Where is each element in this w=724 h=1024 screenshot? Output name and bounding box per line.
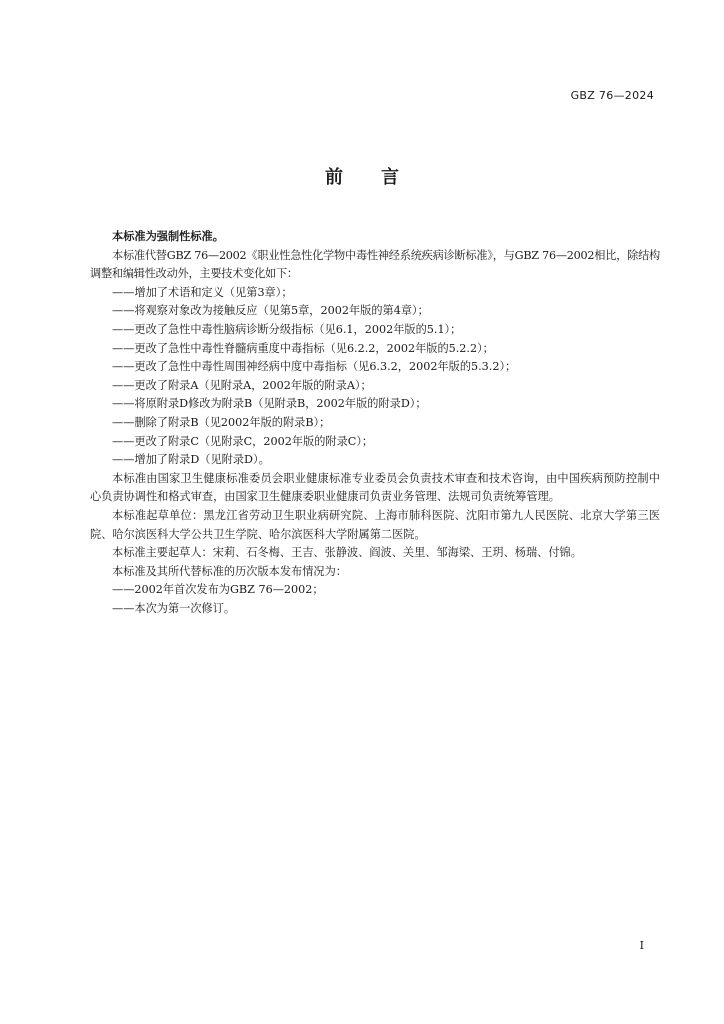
drafting-units-paragraph: 本标准起草单位：黑龙江省劳动卫生职业病研究院、上海市肺科医院、沈阳市第九人民医院、北京大学第三医院、哈尔滨医科大学公共卫生学院、哈尔滨医科大学附属第二医院。	[90, 508, 660, 541]
history-intro-paragraph: 本标准及其所代替标准的历次版本发布情况为：	[112, 564, 347, 578]
list-item: ——2002年首次发布为GBZ 76—2002；	[112, 583, 324, 597]
list-item: ——增加了附录D（见附录D）。	[112, 453, 270, 467]
standard-code: GBZ 76—2024	[570, 89, 654, 102]
changes-list	[90, 284, 660, 470]
mandatory-statement: 本标准为强制性标准。	[112, 230, 224, 243]
list-item: ——更改了急性中毒性周围神经病中度中毒指标（见6.3.2，2002年版的5.3.2）；	[112, 360, 517, 374]
list-item: ——更改了急性中毒性脑病诊断分级指标（见6.1，2002年版的5.1）；	[112, 322, 462, 336]
preface-body	[90, 228, 660, 618]
list-item: ——删除了附录B（见2002年版的附录B）；	[112, 415, 331, 429]
list-item: ——将观察对象改为接触反应（见第5章，2002年版的第4章）；	[112, 304, 429, 318]
committee-paragraph: 本标准由国家卫生健康标准委员会职业健康标准专业委员会负责技术审查和技术咨询，由中国疾病预防控制中心负责协调性和格式审查，由国家卫生健康委职业健康司负责业务管理、法规司负责统筹管理。	[90, 471, 660, 504]
list-item: ——将原附录D修改为附录B（见附录B，2002年版的附录D）；	[112, 397, 427, 411]
history-list	[90, 581, 660, 618]
drafters-paragraph: 本标准主要起草人：宋莉、石冬梅、王吉、张静波、阎波、关里、邹海梁、王玥、杨瑞、付锦。	[112, 546, 582, 560]
list-item: ——更改了附录A（见附录A，2002年版的附录A）；	[112, 378, 372, 392]
list-item: ——更改了急性中毒性脊髓病重度中毒指标（见6.2.2，2002年版的5.2.2）；	[112, 341, 494, 355]
page-number: I	[639, 939, 644, 952]
list-item: ——增加了术语和定义（见第3章）；	[112, 285, 293, 299]
list-item: ——本次为第一次修订。	[112, 601, 236, 615]
page-title: 前言	[325, 167, 437, 188]
replacement-paragraph: 本标准代替GBZ 76—2002《职业性急性化学物中毒性神经系统疾病诊断标准》，与GBZ 76—2002相比，除结构调整和编辑性改动外，主要技术变化如下：	[90, 248, 660, 281]
list-item: ——更改了附录C（见附录C，2002年版的附录C）；	[112, 434, 374, 448]
